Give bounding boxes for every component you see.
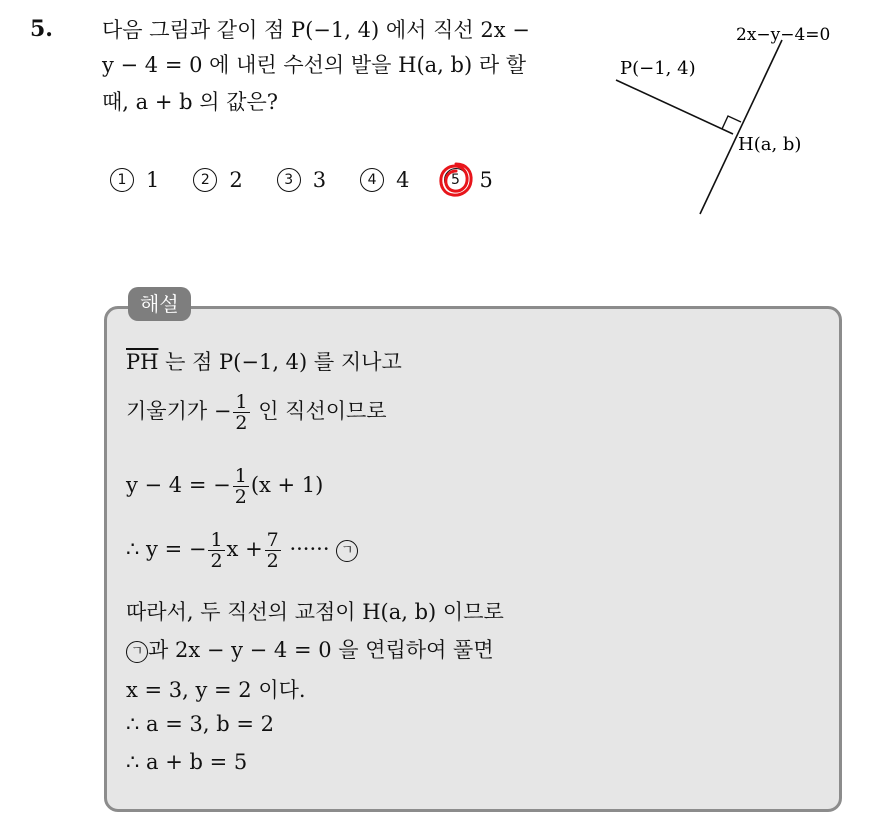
solution-line-5: 따라서, 두 직선의 교점이 H(a, b) 이므로 bbox=[126, 600, 504, 624]
solution-line-1 bbox=[126, 346, 402, 376]
solution-line-1-text: 는 점 P(−1, 4) 를 지나고 bbox=[158, 350, 402, 374]
choice-1-value: 1 bbox=[146, 168, 160, 192]
choice-4-mark: 4 bbox=[360, 168, 384, 192]
solution-line-2 bbox=[126, 392, 387, 433]
solution-line-4-pre: ∴ y = − bbox=[126, 537, 207, 561]
fraction-num: 1 bbox=[210, 529, 223, 551]
fraction-num: 7 bbox=[266, 529, 279, 551]
answer-choices bbox=[110, 168, 527, 192]
solution-line-3-post: (x + 1) bbox=[250, 473, 324, 497]
solution-line-4 bbox=[126, 530, 358, 571]
choice-5-value: 5 bbox=[479, 168, 493, 192]
choice-3-value: 3 bbox=[312, 168, 327, 192]
question-line-2: y − 4 = 0 에 내린 수선의 발을 H(a, b) 라 할 bbox=[102, 53, 527, 77]
choice-4[interactable] bbox=[360, 168, 409, 192]
line-2x-y-4 bbox=[700, 40, 782, 214]
solution-line-3 bbox=[126, 466, 323, 507]
fraction-den: 2 bbox=[234, 486, 247, 508]
fraction-den: 2 bbox=[235, 412, 248, 434]
fraction-num: 1 bbox=[235, 391, 248, 413]
choice-3-mark: 3 bbox=[277, 168, 301, 192]
fraction-den: 2 bbox=[210, 550, 223, 572]
choice-5[interactable] bbox=[444, 168, 493, 192]
diagram-svg bbox=[600, 18, 870, 218]
perpendicular-ph bbox=[616, 80, 733, 134]
solution-line-4-mid: x + bbox=[226, 537, 263, 561]
solution-line-2-post: 인 직선이므로 bbox=[251, 399, 387, 423]
choice-4-value: 4 bbox=[396, 168, 410, 192]
reference-mark-icon: ㄱ bbox=[336, 540, 358, 562]
question-line-3: 때, a + b 의 값은? bbox=[102, 90, 279, 114]
choice-1-mark: 1 bbox=[110, 168, 134, 192]
solution-line-2-pre: 기울기가 − bbox=[126, 399, 232, 423]
choice-2-value: 2 bbox=[229, 168, 243, 192]
point-p-label: P(−1, 4) bbox=[620, 58, 696, 79]
solution-line-7: x = 3, y = 2 이다. bbox=[126, 678, 306, 702]
reference-mark-icon: ㄱ bbox=[126, 641, 148, 663]
right-angle-mark-icon bbox=[722, 116, 741, 129]
segment-ph: $\overline{PH}$ bbox=[126, 350, 159, 374]
question-number: 5. bbox=[30, 16, 53, 42]
solution-line-9: ∴ a + b = 5 bbox=[126, 750, 248, 774]
choice-2-mark: 2 bbox=[193, 168, 217, 192]
solution-line-6-text: 과 2x − y − 4 = 0 을 연립하여 풀면 bbox=[148, 638, 494, 662]
fraction-den: 2 bbox=[266, 550, 279, 572]
fraction-num: 1 bbox=[234, 465, 247, 487]
choice-2[interactable] bbox=[193, 168, 242, 192]
solution-line-4-post: ······ bbox=[282, 537, 337, 561]
solution-tag: 해설 bbox=[128, 287, 191, 321]
answer-selected-ring-icon bbox=[436, 160, 476, 200]
fraction-seven-half bbox=[265, 530, 281, 571]
choice-3[interactable] bbox=[277, 168, 326, 192]
fraction-half bbox=[233, 392, 249, 433]
fraction-half-2 bbox=[233, 466, 249, 507]
question-line-1: 다음 그림과 같이 점 P(−1, 4) 에서 직선 2x − bbox=[102, 18, 530, 42]
fraction-half-3 bbox=[208, 530, 224, 571]
solution-line-6 bbox=[126, 634, 494, 664]
choice-1[interactable] bbox=[110, 168, 159, 192]
point-h-label: H(a, b) bbox=[738, 134, 802, 155]
choice-5-mark: 5 bbox=[444, 168, 468, 192]
line-equation-label: 2x−y−4=0 bbox=[736, 25, 831, 45]
solution-line-8: ∴ a = 3, b = 2 bbox=[126, 712, 274, 736]
solution-line-3-pre: y − 4 = − bbox=[126, 473, 231, 497]
geometry-diagram bbox=[600, 18, 870, 218]
